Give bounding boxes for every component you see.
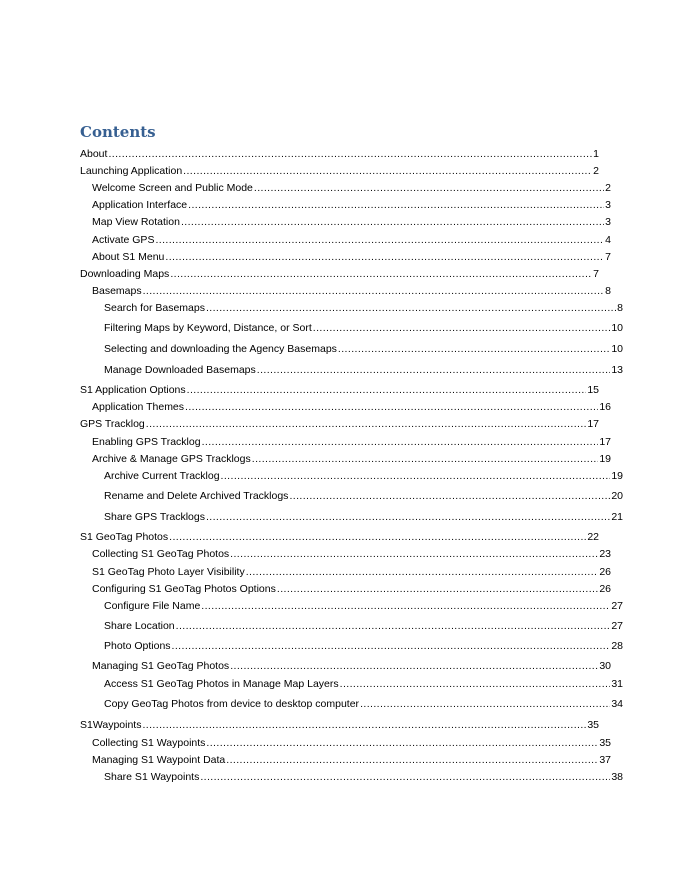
- toc-dot-leader: [202, 434, 599, 450]
- toc-entry-title: Configure File Name: [104, 600, 201, 612]
- toc-entry-page-number: 1: [593, 148, 599, 160]
- toc-entry-page-number: 34: [611, 698, 623, 710]
- toc-entry-title: Activate GPS: [92, 234, 155, 246]
- toc-entry-title: Managing S1 GeoTag Photos: [92, 660, 230, 672]
- toc-entry-title: Application Interface: [92, 199, 188, 211]
- toc-dot-leader: [200, 769, 610, 785]
- toc-entry[interactable]: [80, 546, 611, 562]
- toc-entry-page-number: 17: [587, 418, 599, 430]
- toc-entry-page-number: 30: [599, 660, 611, 672]
- toc-entry[interactable]: [80, 266, 599, 282]
- toc-dot-leader: [143, 283, 605, 299]
- toc-entry-page-number: 35: [587, 719, 599, 731]
- toc-entry-page-number: 19: [611, 470, 623, 482]
- toc-entry-page-number: 13: [611, 364, 623, 376]
- toc-entry-title: S1 GeoTag Photo Layer Visibility: [92, 566, 245, 578]
- toc-entry-title: Share GPS Tracklogs: [104, 511, 205, 523]
- toc-entry-title: S1 GeoTag Photos: [80, 531, 169, 543]
- toc-dot-leader: [252, 451, 599, 467]
- toc-dot-leader: [360, 696, 610, 712]
- toc-entry-page-number: 19: [599, 453, 611, 465]
- toc-entry-page-number: 38: [611, 771, 623, 783]
- toc-dot-leader: [226, 752, 598, 768]
- toc-entry-page-number: 20: [611, 490, 623, 502]
- toc-entry-page-number: 15: [587, 384, 599, 396]
- toc-dot-leader: [206, 300, 616, 316]
- toc-dot-leader: [176, 618, 611, 634]
- toc-heading: Contents: [80, 123, 156, 141]
- toc-entry-page-number: 10: [611, 343, 623, 355]
- toc-entry[interactable]: [80, 163, 599, 179]
- toc-entry[interactable]: [80, 283, 611, 299]
- toc-entry-title: Search for Basemaps: [104, 302, 205, 314]
- toc-entry-page-number: 23: [599, 548, 611, 560]
- toc-entry[interactable]: [80, 434, 611, 450]
- toc-entry-page-number: 16: [599, 401, 611, 413]
- toc-dot-leader: [206, 509, 610, 525]
- toc-entry[interactable]: [80, 769, 623, 785]
- toc-entry[interactable]: [80, 488, 623, 504]
- toc-dot-leader: [201, 598, 610, 614]
- toc-dot-leader: [254, 180, 604, 196]
- toc-dot-leader: [185, 399, 598, 415]
- toc-entry-page-number: 21: [611, 511, 623, 523]
- toc-dot-leader: [221, 468, 611, 484]
- toc-entry-page-number: 26: [599, 583, 611, 595]
- toc-dot-leader: [108, 146, 592, 162]
- toc-entry-page-number: 10: [611, 322, 623, 334]
- toc-dot-leader: [155, 232, 604, 248]
- toc-entry-title: Access S1 GeoTag Photos in Manage Map Layers: [104, 678, 339, 690]
- toc-entry-title: Launching Application: [80, 165, 183, 177]
- toc-dot-leader: [338, 341, 610, 357]
- toc-entry[interactable]: [80, 232, 611, 248]
- toc-entry[interactable]: [80, 529, 599, 545]
- toc-dot-leader: [170, 266, 592, 282]
- toc-entry-title: Manage Downloaded Basemaps: [104, 364, 256, 376]
- toc-dot-leader: [188, 197, 604, 213]
- toc-entry-title: Collecting S1 Waypoints: [92, 737, 206, 749]
- toc-entry[interactable]: [80, 214, 611, 230]
- toc-entry[interactable]: [80, 300, 623, 316]
- toc-entry-title: Welcome Screen and Public Mode: [92, 182, 253, 194]
- toc-entry-title: GPS Tracklog: [80, 418, 145, 430]
- toc-entry-title: Share S1 Waypoints: [104, 771, 200, 783]
- toc-entry[interactable]: [80, 717, 599, 733]
- toc-entry-title: Application Themes: [92, 401, 185, 413]
- toc-dot-leader: [165, 249, 604, 265]
- toc-dot-leader: [142, 717, 586, 733]
- toc-entry-page-number: 37: [599, 754, 611, 766]
- toc-entry-page-number: 17: [599, 436, 611, 448]
- toc-dot-leader: [169, 529, 586, 545]
- toc-entry[interactable]: [80, 146, 599, 162]
- toc-entry-page-number: 27: [611, 620, 623, 632]
- toc-entry[interactable]: [80, 362, 623, 378]
- toc-entry-page-number: 8: [617, 302, 623, 314]
- toc-entry[interactable]: [80, 618, 623, 634]
- toc-dot-leader: [187, 382, 587, 398]
- toc-entry-title: Copy GeoTag Photos from device to desktop computer: [104, 698, 360, 710]
- toc-entry-page-number: 22: [587, 531, 599, 543]
- toc-entry-page-number: 4: [605, 234, 611, 246]
- toc-entry-title: Downloading Maps: [80, 268, 170, 280]
- toc-entry-title: Configuring S1 GeoTag Photos Options: [92, 583, 276, 595]
- toc-entry[interactable]: [80, 399, 611, 415]
- toc-entry-page-number: 3: [605, 216, 611, 228]
- toc-dot-leader: [340, 676, 611, 692]
- toc-entry[interactable]: [80, 416, 599, 432]
- toc-dot-leader: [181, 214, 604, 230]
- toc-entry-title: Managing S1 Waypoint Data: [92, 754, 226, 766]
- toc-dot-leader: [246, 564, 599, 580]
- toc-entry[interactable]: [80, 598, 623, 614]
- toc-entry-page-number: 2: [593, 165, 599, 177]
- toc-entry[interactable]: [80, 451, 611, 467]
- toc-entry-page-number: 7: [593, 268, 599, 280]
- toc-entry-title: S1Waypoints: [80, 719, 142, 731]
- toc-entry-page-number: 31: [611, 678, 623, 690]
- toc-entry-title: Enabling GPS Tracklog: [92, 436, 201, 448]
- toc-entry-title: Selecting and downloading the Agency Basemaps: [104, 343, 337, 355]
- toc-entry[interactable]: [80, 638, 623, 654]
- toc-entry-page-number: 35: [599, 737, 611, 749]
- toc-entry-page-number: 2: [605, 182, 611, 194]
- toc-entry-title: Collecting S1 GeoTag Photos: [92, 548, 230, 560]
- toc-dot-leader: [289, 488, 610, 504]
- toc-entry[interactable]: [80, 320, 623, 336]
- toc-dot-leader: [183, 163, 592, 179]
- toc-entry[interactable]: [80, 658, 611, 674]
- toc-entry[interactable]: [80, 509, 623, 525]
- toc-entry-title: Archive & Manage GPS Tracklogs: [92, 453, 251, 465]
- toc-entry-title: S1 Application Options: [80, 384, 186, 396]
- toc-entry-title: About: [80, 148, 108, 160]
- toc-dot-leader: [230, 658, 598, 674]
- toc-entry-page-number: 26: [599, 566, 611, 578]
- toc-entry[interactable]: [80, 735, 611, 751]
- toc-dot-leader: [313, 320, 611, 336]
- toc-dot-leader: [230, 546, 598, 562]
- toc-dot-leader: [257, 362, 611, 378]
- toc-dot-leader: [172, 638, 611, 654]
- toc-entry[interactable]: [80, 341, 623, 357]
- toc-entry[interactable]: [80, 696, 623, 712]
- toc-entry[interactable]: [80, 676, 623, 692]
- toc-entry-title: Rename and Delete Archived Tracklogs: [104, 490, 289, 502]
- toc-entry-title: About S1 Menu: [92, 251, 165, 263]
- toc-entry[interactable]: [80, 468, 623, 484]
- toc-entry[interactable]: [80, 249, 611, 265]
- toc-entry-page-number: 28: [611, 640, 623, 652]
- toc-entry[interactable]: [80, 197, 611, 213]
- toc-entry-title: Photo Options: [104, 640, 171, 652]
- toc-entry-title: Share Location: [104, 620, 175, 632]
- toc-entry-page-number: 27: [611, 600, 623, 612]
- toc-entry-page-number: 3: [605, 199, 611, 211]
- toc-entry[interactable]: [80, 382, 599, 398]
- toc-entry[interactable]: [80, 180, 611, 196]
- toc-entry[interactable]: [80, 581, 611, 597]
- toc-entry-page-number: 7: [605, 251, 611, 263]
- toc-entry-title: Map View Rotation: [92, 216, 180, 228]
- toc-entry-page-number: 8: [605, 285, 611, 297]
- toc-dot-leader: [277, 581, 598, 597]
- toc-dot-leader: [146, 416, 587, 432]
- toc-entry[interactable]: [80, 752, 611, 768]
- toc-entry[interactable]: [80, 564, 611, 580]
- toc-entry-title: Basemaps: [92, 285, 142, 297]
- toc-dot-leader: [206, 735, 598, 751]
- toc-entry-title: Archive Current Tracklog: [104, 470, 220, 482]
- toc-entry-title: Filtering Maps by Keyword, Distance, or Sort: [104, 322, 312, 334]
